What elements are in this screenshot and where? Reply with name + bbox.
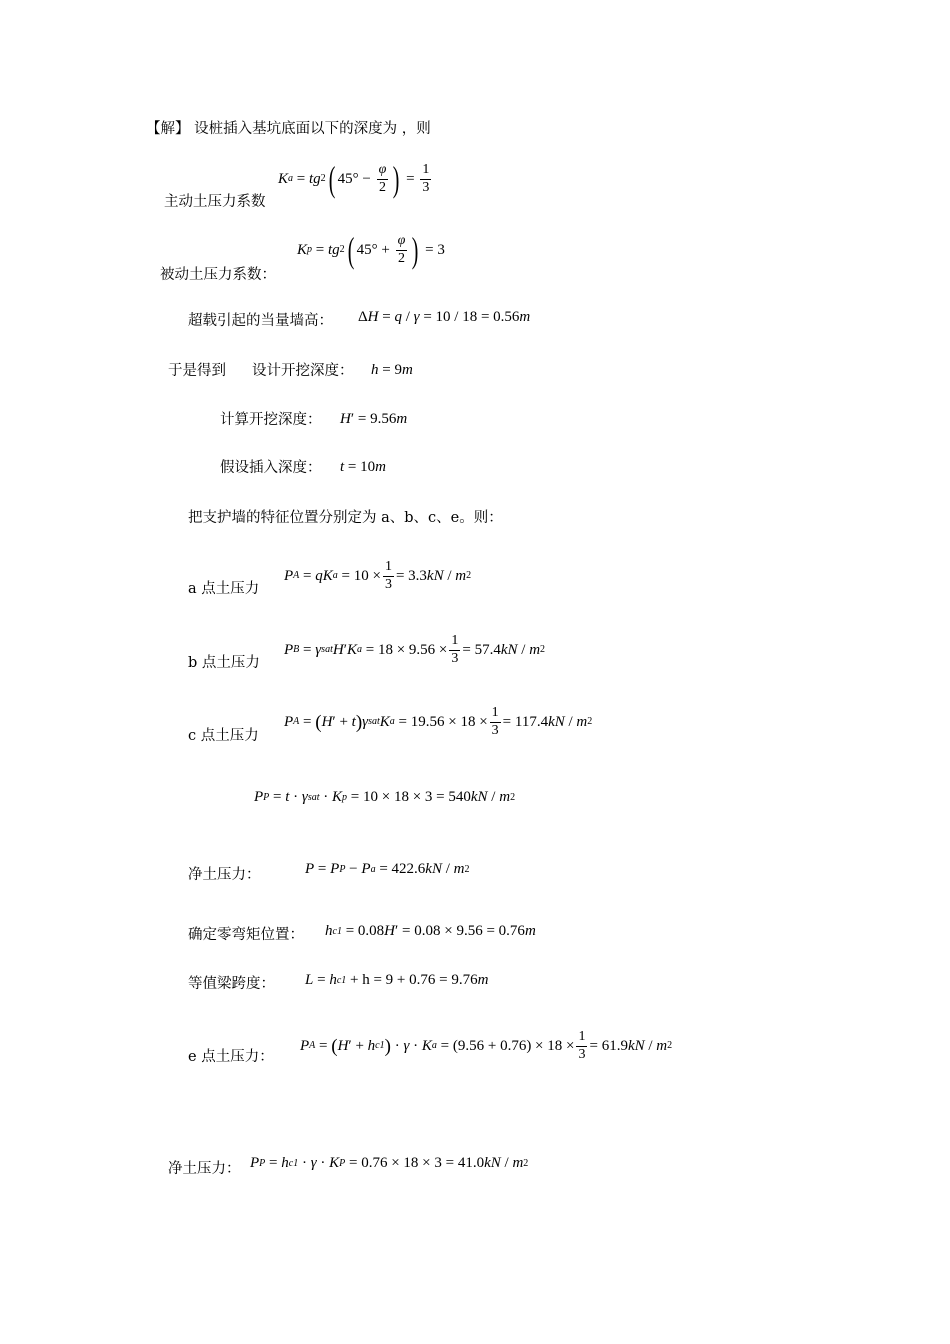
c-formula: P A = ( H ′ + t ) γ sat K a = 19.56 × 18 × $\frac{1}{3}$ = 117.4 kN / m 2 xyxy=(284,705,593,738)
assume-depth-label: 假设插入深度： xyxy=(220,460,322,476)
assume-depth-formula: t = 10 m xyxy=(340,459,386,475)
kp-formula: K p = tg 2 ( 45° + $\frac{\varphi}{2}$ ) = 3 xyxy=(297,229,445,270)
span-formula: L = h c1 + h = 9 + 0.76 = 9.76 m xyxy=(305,972,489,988)
ka-formula: K a = tg 2 ( 45° − $\frac{\varphi}{2}$ ) = $\frac{1}{3}$ xyxy=(278,158,430,199)
net2-label: 净土压力： xyxy=(168,1161,241,1177)
got-label: 于是得到 xyxy=(168,363,226,379)
c-label: c 点土压力 xyxy=(188,728,259,744)
b-formula: P B = γ sat H ′ K a = 18 × 9.56 × $\frac{1}{3}$ = 57.4 kN / m 2 xyxy=(284,633,546,666)
zero-moment-label: 确定零弯矩位置： xyxy=(188,927,304,943)
surcharge-label: 超载引起的当量墙高： xyxy=(188,313,333,329)
surcharge-formula: Δ H = q / γ = 10 / 18 = 0.56 m xyxy=(358,309,531,325)
a-label: a 点土压力 xyxy=(188,581,260,597)
design-depth-label: 设计开挖深度： xyxy=(252,363,354,379)
calc-depth-formula: H ′ = 9.56 m xyxy=(340,411,408,427)
positions-text: 把支护墙的特征位置分别定为 a、b、c、e。则： xyxy=(188,510,503,526)
intro-text: 【解】 设桩插入基坑底面以下的深度为 ，则 xyxy=(146,121,431,137)
net1-label: 净土压力： xyxy=(188,867,261,883)
design-depth-formula: h = 9 m xyxy=(371,362,413,378)
span-label: 等值梁跨度： xyxy=(188,976,275,992)
e-formula: P A = ( H ′ + h c1 ) · γ · K a = (9.56 + 0.76) × 18 × $\frac{1}{3}$ = 61.9 kN / m 2 xyxy=(300,1029,673,1062)
net1-formula: P = P P − P a = 422.6 kN / m 2 xyxy=(305,861,470,877)
net2-formula: P P = h c1 · γ · K P = 0.76 × 18 × 3 = 41.0 kN / m 2 xyxy=(250,1155,529,1171)
ka-label: 主动土压力系数 xyxy=(164,194,266,210)
zero-moment-formula: h c1 = 0.08 H ′ = 0.08 × 9.56 = 0.76 m xyxy=(325,923,536,939)
calc-depth-label: 计算开挖深度： xyxy=(220,412,322,428)
kp-label: 被动土压力系数： xyxy=(160,267,276,283)
b-label: b 点土压力 xyxy=(188,655,260,671)
pp-formula: P P = t · γ sat · K p = 10 × 18 × 3 = 540 kN / m 2 xyxy=(254,789,516,805)
e-label: e 点土压力： xyxy=(188,1049,274,1065)
a-formula: P A = qK a = 10 × $\frac{1}{3}$ = 3.3 kN / m 2 xyxy=(284,559,472,592)
